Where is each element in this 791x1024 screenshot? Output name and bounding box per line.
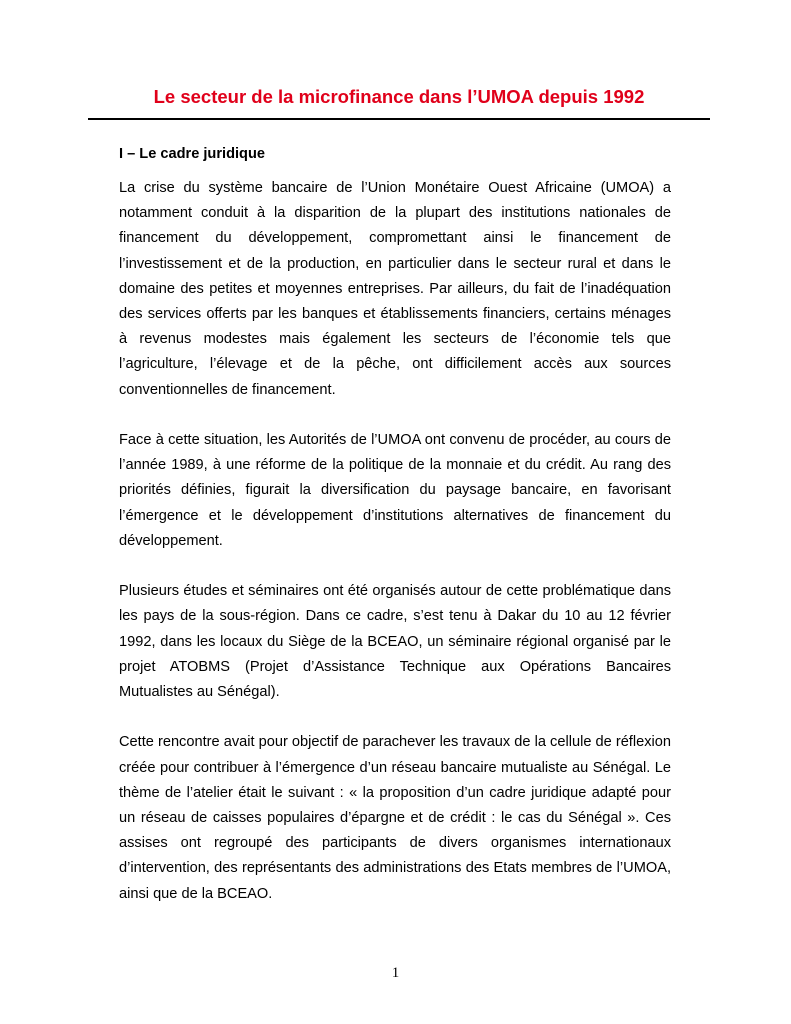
document-title: Le secteur de la microfinance dans l’UMOA depuis 1992 xyxy=(153,86,645,107)
title-underline-rule xyxy=(88,118,710,120)
paragraph-3: Plusieurs études et séminaires ont été organisés autour de cette problématique dans les pays de la sous-région. Dans ce cadre, s’est tenu à Dakar du 10 au 12 février 1992, dans les locaux du Siège de la BCEAO, un séminaire régional organisé par le projet ATOBMS (Projet d’Assistance Technique aux Opérations Bancaires Mutualistes au Sénégal). xyxy=(119,583,671,701)
paragraph-1: La crise du système bancaire de l’Union Monétaire Ouest Africaine (UMOA) a notamment conduit à la disparition de la plupart des institutions nationales de financement du développement, compromettant ainsi le financement de l’investissement et de la production, en particulier dans le secteur rural et dans le domaine des petites et moyennes entreprises. Par ailleurs, du fait de l’inadéquation des services offerts par les banques et établissements financiers, certains ménages à revenus modestes mais également les secteurs de l’économie tels que l’agriculture, l’élevage et de la pêche, ont difficilement accès aux sources conventionnelles de financement. xyxy=(119,180,671,398)
paragraph-4: Cette rencontre avait pour objectif de parachever les travaux de la cellule de réflexion créée pour contribuer à l’émergence d’un réseau bancaire mutualiste au Sénégal. Le thème de l’atelier était le suivant : « la proposition d’un cadre juridique adapté pour un réseau de caisses populaires d’épargne et de crédit : le cas du Sénégal ». Ces assises ont regroupé des participants de divers organismes internationaux d’intervention, des représentants des administrations des Etats membres de l’UMOA, ainsi que de la BCEAO. xyxy=(119,734,671,902)
body-text xyxy=(119,176,671,932)
paragraph-2: Face à cette situation, les Autorités de l’UMOA ont convenu de procéder, au cours de l’année 1989, à une réforme de la politique de la monnaie et du crédit. Au rang des priorités définies, figurait la diversification du paysage bancaire, en favorisant l’émergence et le développement d’institutions alternatives de financement du développement. xyxy=(119,432,671,549)
page-number: 1 xyxy=(391,965,400,981)
section-heading: I – Le cadre juridique xyxy=(119,146,265,162)
